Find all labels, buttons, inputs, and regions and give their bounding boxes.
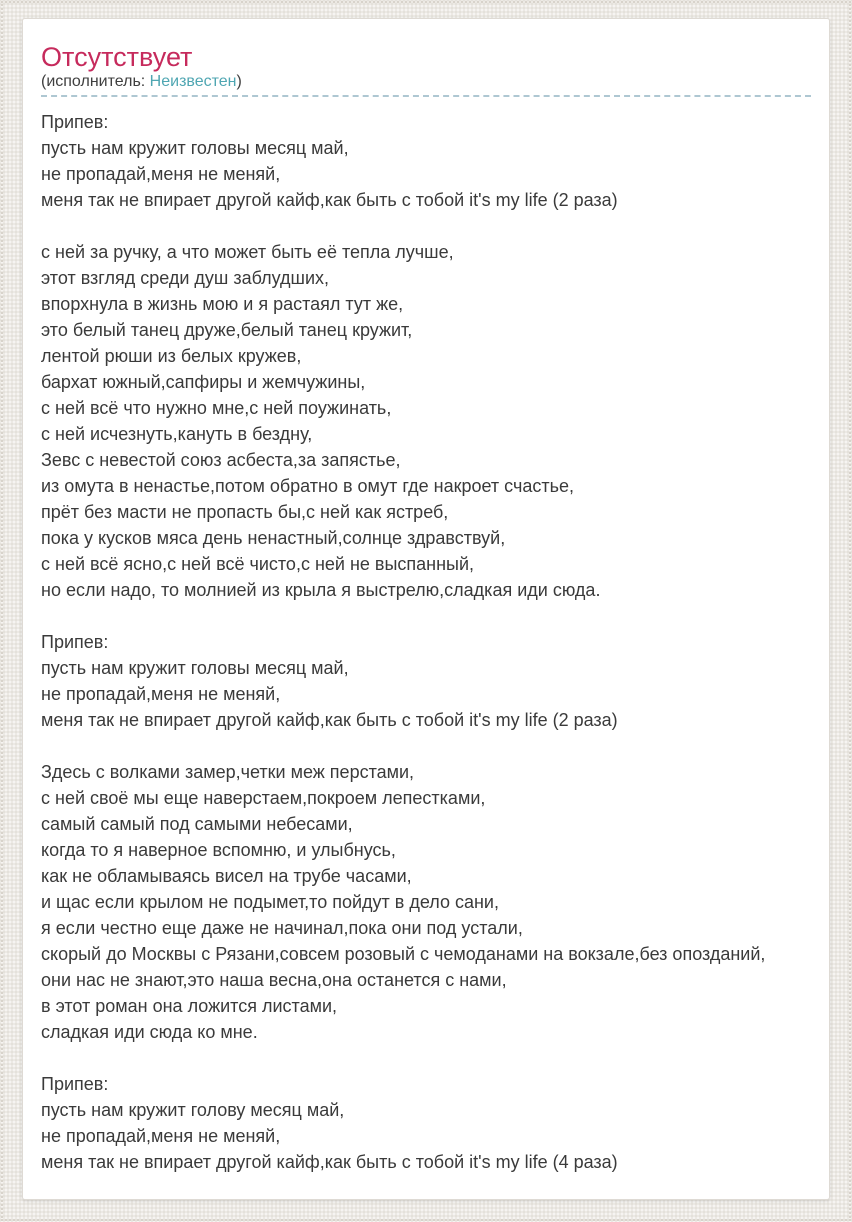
lyric-stanza [41, 1071, 811, 1175]
lyric-line: из омута в ненастье,потом обратно в омут где накроет счастье, [41, 476, 574, 496]
lyrics-card [22, 18, 830, 1200]
lyric-line: Припев: [41, 632, 109, 652]
artist-line [41, 72, 811, 92]
lyric-line: с ней исчезнуть,кануть в бездну, [41, 424, 313, 444]
lyric-line: пусть нам кружит головы месяц май, [41, 138, 349, 158]
lyric-line: лентой рюши из белых кружев, [41, 346, 302, 366]
lyric-line: но если надо, то молнией из крыла я выстрелю,сладкая иди сюда. [41, 580, 601, 600]
lyric-line: в этот роман она ложится листами, [41, 996, 338, 1016]
artist-link[interactable]: Неизвестен [149, 73, 237, 90]
lyric-line: меня так не впирает другой кайф,как быть с тобой it's my life (2 раза) [41, 710, 618, 730]
lyric-line: с ней за ручку, а что может быть её тепла лучше, [41, 242, 454, 262]
lyric-line: Зевс с невестой союз асбеста,за запястье, [41, 450, 401, 470]
lyric-line: с ней своё мы еще наверстаем,покроем лепестками, [41, 788, 486, 808]
lyric-line: с ней всё ясно,с ней всё чисто,с ней не выспанный, [41, 554, 475, 574]
lyric-line: это белый танец друже,белый танец кружит, [41, 320, 413, 340]
lyric-stanza [41, 239, 811, 603]
lyric-line: Здесь с волками замер,четки меж перстами, [41, 762, 415, 782]
lyric-line: когда то я наверное вспомню, и улыбнусь, [41, 840, 396, 860]
lyric-stanza [41, 759, 811, 1045]
lyric-line: сладкая иди сюда ко мне. [41, 1022, 258, 1042]
lyrics [23, 97, 829, 1200]
card-header [23, 19, 829, 97]
lyric-line: пока у кусков мяса день ненастный,солнце здравствуй, [41, 528, 506, 548]
artist-label-prefix: (исполнитель: [41, 73, 150, 90]
lyric-line: Припев: [41, 1074, 109, 1094]
artist-label-suffix: ) [236, 73, 242, 90]
lyric-line: этот взгляд среди душ заблудших, [41, 268, 330, 288]
lyric-line: впорхнула в жизнь мою и я растаял тут же, [41, 294, 404, 314]
lyric-line: я если честно еще даже не начинал,пока они под устали, [41, 918, 523, 938]
lyric-line: Припев: [41, 112, 109, 132]
lyric-line: бархат южный,сапфиры и жемчужины, [41, 372, 366, 392]
lyric-stanza [41, 629, 811, 733]
lyric-line: прёт без масти не пропасть бы,с ней как ястреб, [41, 502, 449, 522]
lyric-line: пусть нам кружит голову месяц май, [41, 1100, 345, 1120]
lyric-line: пусть нам кружит головы месяц май, [41, 658, 349, 678]
lyric-stanza [41, 109, 811, 213]
lyric-line: не пропадай,меня не меняй, [41, 164, 281, 184]
lyric-line: не пропадай,меня не меняй, [41, 684, 281, 704]
lyric-line: самый самый под самыми небесами, [41, 814, 353, 834]
lyric-line: меня так не впирает другой кайф,как быть с тобой it's my life (4 раза) [41, 1152, 618, 1172]
lyric-line: как не обламываясь висел на трубе часами, [41, 866, 412, 886]
lyric-line: и щас если крылом не подымет,то пойдут в дело сани, [41, 892, 499, 912]
lyric-line: меня так не впирает другой кайф,как быть с тобой it's my life (2 раза) [41, 190, 618, 210]
song-title: Отсутствует [41, 42, 193, 72]
lyric-line: с ней всё что нужно мне,с ней поужинать, [41, 398, 392, 418]
lyric-line: не пропадай,меня не меняй, [41, 1126, 281, 1146]
lyric-line: скорый до Москвы с Рязани,совсем розовый с чемоданами на вокзале,без опозданий, [41, 944, 766, 964]
lyric-line: они нас не знают,это наша весна,она останется с нами, [41, 970, 507, 990]
